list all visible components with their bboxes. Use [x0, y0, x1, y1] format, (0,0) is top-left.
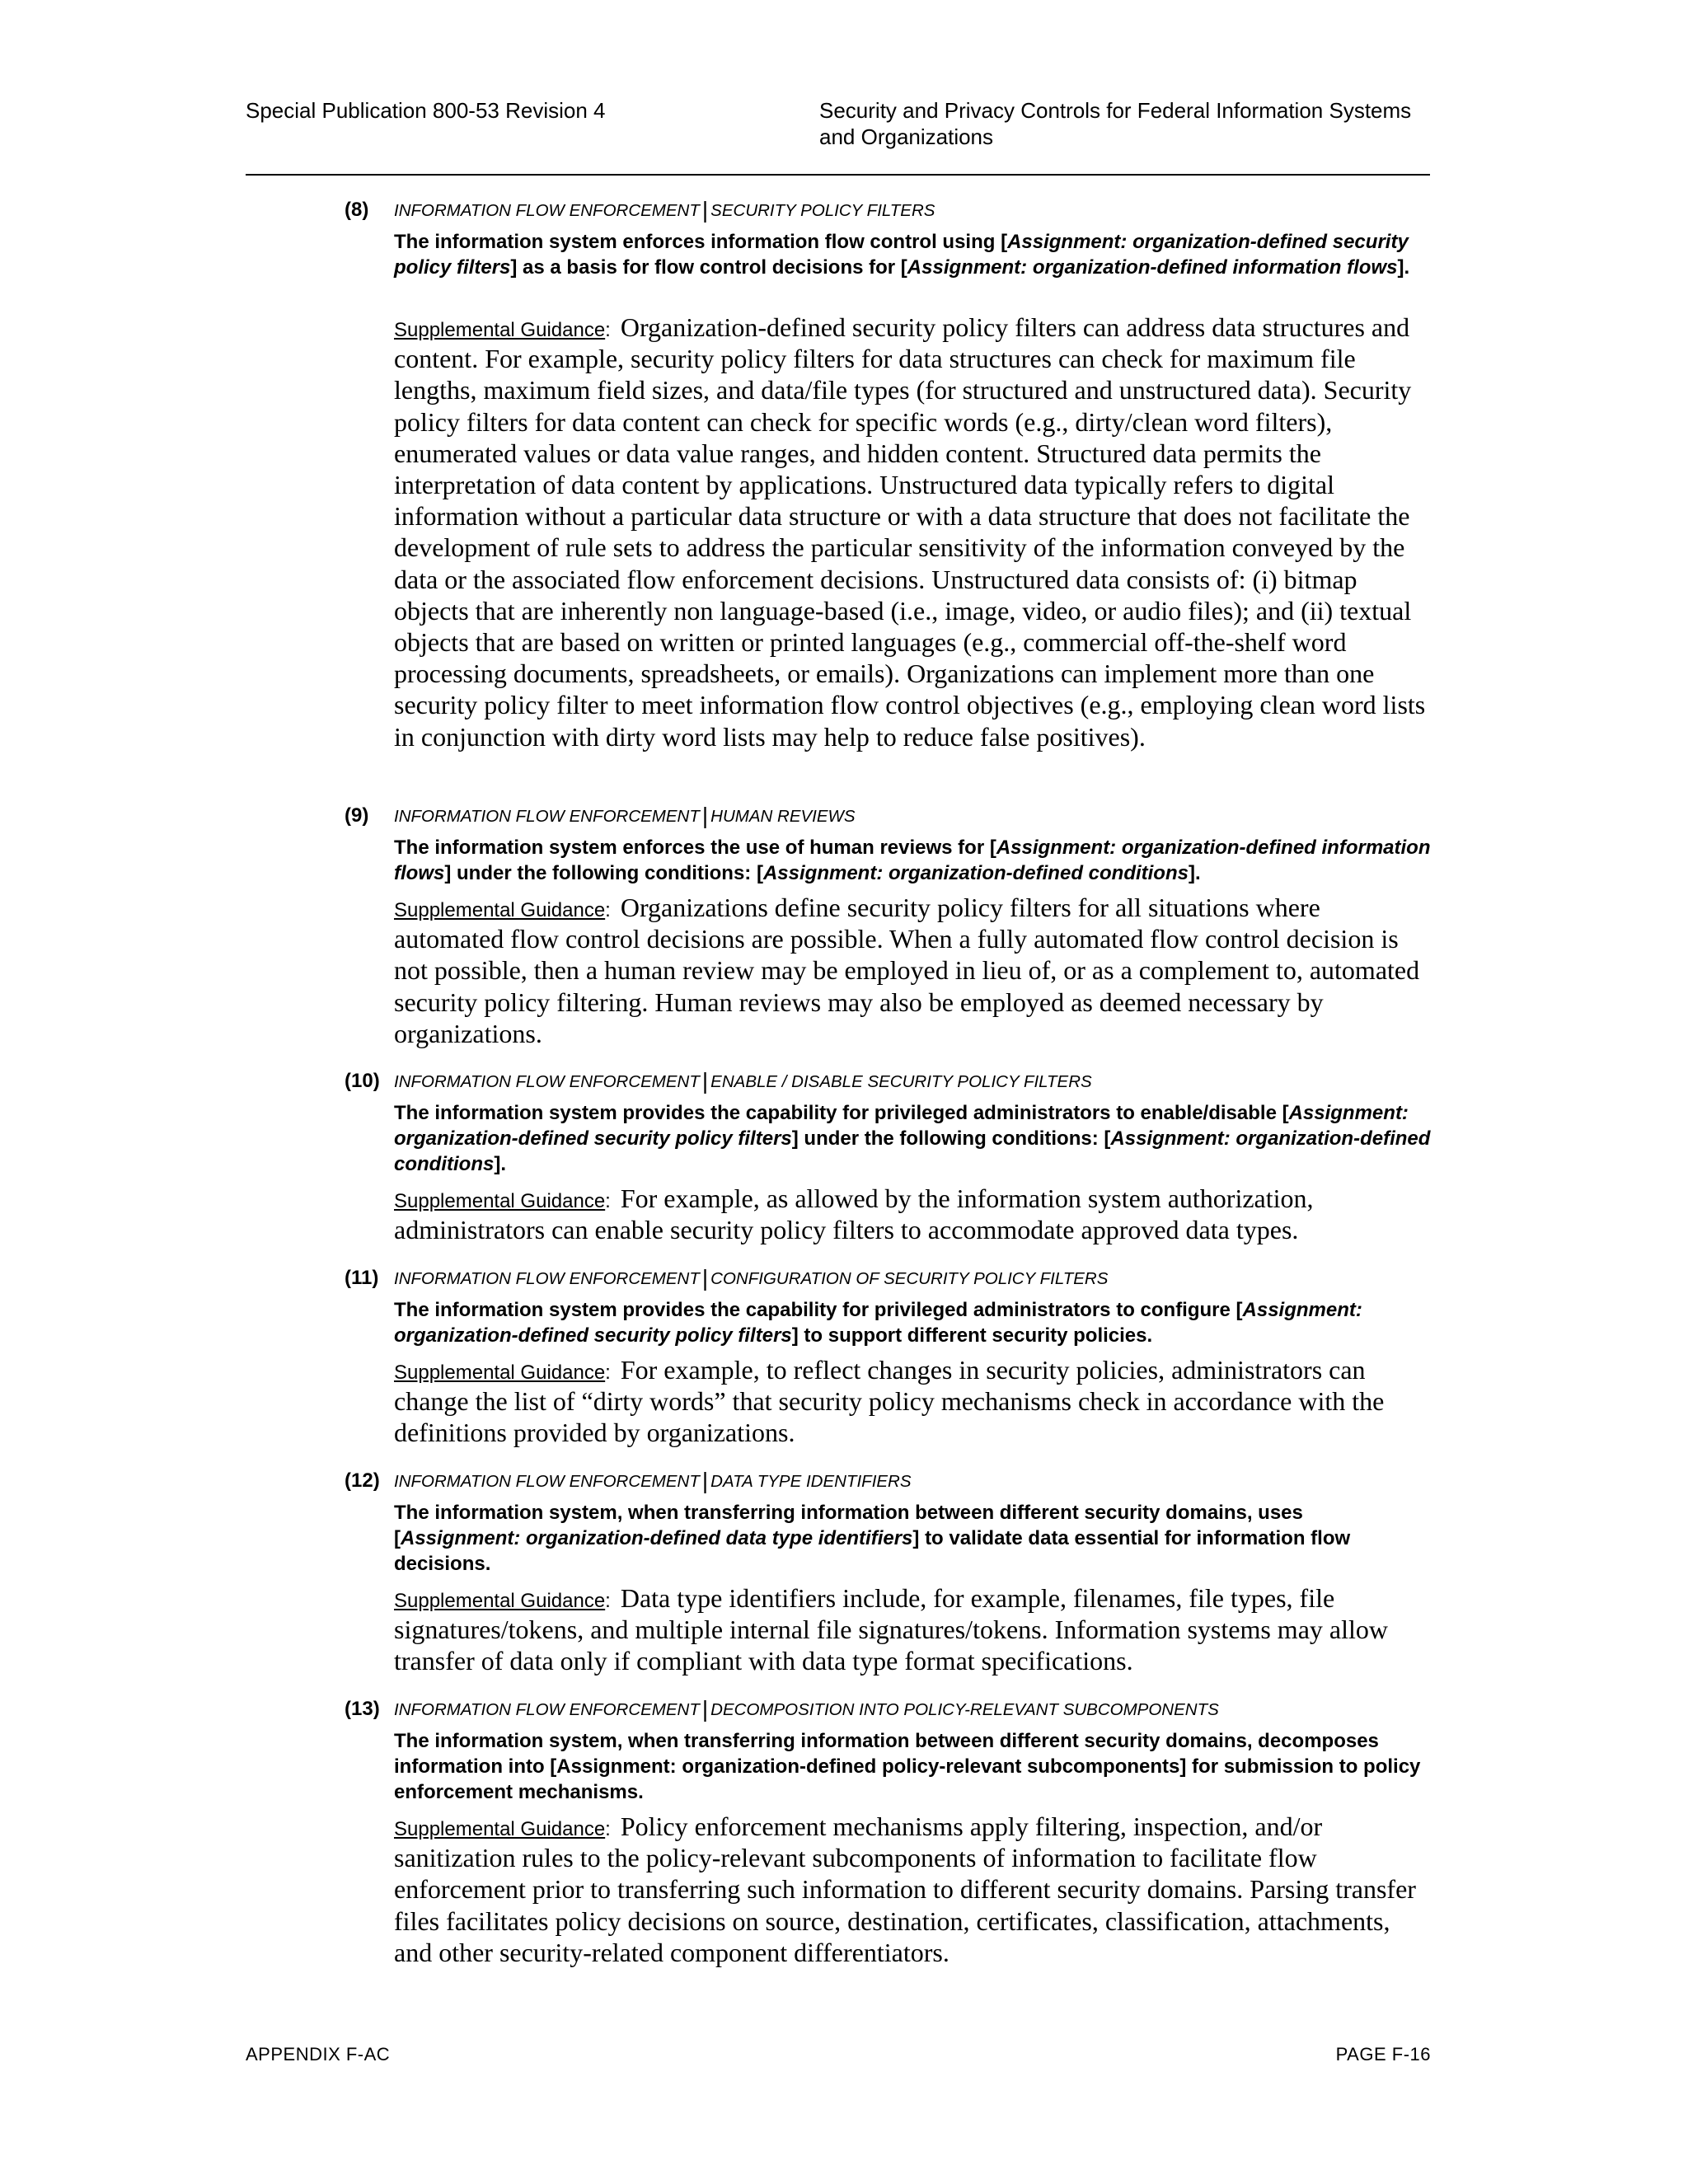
header-divider: [246, 174, 1430, 176]
control-title-family: INFORMATION FLOW ENFORCEMENT: [394, 201, 700, 220]
stmt-assignment: Assignment: organization-defined conditions: [394, 1127, 1431, 1175]
stmt-text: The information system enforces information flow control using [: [394, 231, 1008, 253]
control-statement: [394, 1728, 1431, 1805]
control-statement: [394, 1297, 1431, 1348]
supplemental-guidance-label: Supplemental Guidance: [394, 1590, 606, 1612]
supplemental-guidance: Supplemental Guidance: Organization-defined security policy filters can address data structures and content. For example, security policy filters for data structures can check for maximum file lengths, maximum field sizes, and data/file types (for structured and unstructured data). Security policy filters for data content can check for specific words (e.g., dirty/clean word filters), enumerated values or data value ranges, and hidden content. Structured data permits the interpretation of data content by applications. Unstructured data typically refers to digital information without a particular data structure or with a data structure that does not facilitate the development of rule sets to address the particular sensitivity of the information conveyed by the data or the associated flow enforcement decisions. Unstructured data consists of: (i) bitmap objects that are inherently non language-based (i.e., image, video, or audio files); and (ii) textual objects that are based on written or printed languages (e.g., commercial off-the-shelf word processing documents, spreadsheets, or emails). Organizations can implement more than one security policy filter to meet information flow control objectives (e.g., employing clean word lists in conjunction with dirty word lists may help to reduce false positives).: [394, 312, 1426, 752]
control-title-family: INFORMATION FLOW ENFORCEMENT: [394, 1269, 700, 1288]
control-number: (12): [345, 1469, 380, 1492]
control-statement: [394, 835, 1431, 886]
control-title-family: INFORMATION FLOW ENFORCEMENT: [394, 1472, 700, 1491]
header-publication: Special Publication 800-53 Revision 4: [246, 98, 606, 123]
control-statement: [394, 1100, 1431, 1177]
supplemental-guidance-label: Supplemental Guidance: [394, 319, 606, 341]
control-title: [394, 1068, 1092, 1094]
stmt-assignment: Assignment: organization-defined security policy filters: [394, 231, 1409, 279]
stmt-assignment: Assignment: organization-defined security policy filters: [394, 1102, 1409, 1150]
stmt-text: ].: [494, 1153, 506, 1175]
supplemental-guidance: Supplemental Guidance: Policy enforcement mechanisms apply filtering, inspection, and/or sanitization rules to the policy-relevant subcomponents of information to facilitate flow enforcement prior to transferring such information to different security domains. Parsing transfer files facilitates policy decisions on source, destination, certificates, classification, attachments, and other security-related component differentiators.: [394, 1811, 1416, 1967]
supplemental-guidance: Supplemental Guidance: For example, as allowed by the information system authorization, administrators can enable security policy filters to accommodate approved data types.: [394, 1183, 1314, 1245]
header-title: [819, 97, 1446, 150]
control-statement: [394, 229, 1431, 280]
control-title: [394, 199, 935, 222]
control-title-name: SECURITY POLICY FILTERS: [710, 201, 935, 220]
supplemental-guidance-label: Supplemental Guidance: [394, 899, 606, 921]
supplemental-guidance-text: For example, to reflect changes in security policies, administrators can change the list of “dirty words” that security policy mechanisms check in accordance with the definitions provided by organizations.: [394, 1355, 1385, 1448]
control-title: [394, 805, 856, 827]
title-separator: |: [701, 197, 709, 223]
supplemental-guidance: Supplemental Guidance: Organizations define security policy filters for all situations where automated flow control decisions are possible. When a fully automated flow control decision is not possible, then a human review may be employed in lieu of, or as a complement to, automated security policy filtering. Human reviews may also be employed as deemed necessary by organizations.: [394, 893, 1420, 1048]
supplemental-guidance: Supplemental Guidance: For example, to reflect changes in security policies, administrators can change the list of “dirty words” that security policy mechanisms check in accordance with the definitions provided by organizations.: [394, 1355, 1385, 1448]
control-title: [394, 1470, 912, 1493]
stmt-text: ] under the following conditions: [: [791, 1127, 1111, 1150]
supplemental-guidance-label: Supplemental Guidance: [394, 1361, 606, 1384]
control-number: (8): [345, 199, 369, 221]
header-title-line-1: Security and Privacy Controls for Federal Information Systems: [819, 98, 1412, 123]
control-title-name: DATA TYPE IDENTIFIERS: [710, 1472, 912, 1491]
control-title-name: DECOMPOSITION INTO POLICY-RELEVANT SUBCOMPONENTS: [710, 1700, 1219, 1719]
supplemental-guidance-text: Data type identifiers include, for example, filenames, file types, file signatures/tokens, and multiple internal file signatures/tokens. Information systems may allow transfer of data only if compliant with data type format specifications.: [394, 1583, 1388, 1676]
stmt-text: The information system provides the capability for privileged administrators to configure [: [394, 1299, 1243, 1321]
stmt-text: ] under the following conditions: [: [444, 862, 763, 884]
control-number: (11): [345, 1267, 379, 1289]
control-title: [394, 1696, 1219, 1722]
supplemental-guidance: Supplemental Guidance: Data type identifiers include, for example, filenames, file types, file signatures/tokens, and multiple internal file signatures/tokens. Information systems may allow transfer of data only if compliant with data type format specifications.: [394, 1583, 1388, 1676]
stmt-text: The information system, when transferring information between different security domains, uses [: [394, 1502, 1303, 1549]
supplemental-guidance-text: Organization-defined security policy filters can address data structures and content. For example, security policy filters for data structures can check for maximum file lengths, maximum field sizes, and data/file types (for structured and unstructured data). Security policy filters for data content can check for specific words (e.g., dirty/clean word filters), enumerated values or data value ranges, and hidden content. Structured data permits the interpretation of data content by applications. Unstructured data typically refers to digital information without a particular data structure or with a data structure that does not facilitate the development of rule sets to address the particular sensitivity of the information conveyed by the data or the associated flow enforcement decisions. Unstructured data consists of: (i) bitmap objects that are inherently non language-based (i.e., image, video, or audio files); and (ii) textual objects that are based on written or printed languages (e.g., commercial off-the-shelf word processing documents, spreadsheets, or emails). Organizations can implement more than one security policy filter to meet information flow control objectives (e.g., employing clean word lists in conjunction with dirty word lists may help to reduce false positives).: [394, 312, 1426, 752]
control-title: [394, 1265, 1109, 1291]
title-separator: |: [701, 1068, 709, 1094]
supplemental-guidance-label: Supplemental Guidance: [394, 1818, 606, 1840]
stmt-text: The information system provides the capability for privileged administrators to enable/disable [: [394, 1102, 1289, 1124]
control-number: (10): [345, 1070, 380, 1092]
stmt-assignment: Assignment: organization-defined security policy filters: [394, 1299, 1362, 1347]
stmt-text: The information system, when transferring information between different security domains, decomposes information into [Assignment: organization-defined policy-relevant subcomponents] for submission to policy enforcement mechanisms.: [394, 1730, 1421, 1803]
supplemental-guidance-text: For example, as allowed by the information system authorization, administrators can enable security policy filters to accommodate approved data types.: [394, 1183, 1314, 1245]
control-title-name: HUMAN REVIEWS: [710, 807, 856, 826]
control-number: (9): [345, 804, 369, 827]
stmt-assignment: Assignment: organization-defined data type identifiers: [401, 1527, 913, 1549]
control-title-family: INFORMATION FLOW ENFORCEMENT: [394, 807, 700, 826]
supplemental-guidance-text: Policy enforcement mechanisms apply filtering, inspection, and/or sanitization rules to the policy-relevant subcomponents of information to facilitate flow enforcement prior to transferring such information to different security domains. Parsing transfer files facilitates policy decisions on source, destination, certificates, classification, attachments, and other security-related component differentiators.: [394, 1811, 1416, 1967]
control-title-name: ENABLE / DISABLE SECURITY POLICY FILTERS: [710, 1072, 1092, 1091]
control-statement: [394, 1500, 1431, 1577]
stmt-assignment: Assignment: organization-defined conditions: [762, 862, 1189, 884]
footer-appendix: APPENDIX F-AC: [246, 2044, 391, 2064]
stmt-text: ] as a basis for flow control decisions for [: [510, 256, 907, 279]
title-separator: |: [701, 1265, 709, 1291]
stmt-assignment: Assignment: organization-defined information flows: [907, 256, 1398, 279]
stmt-text: ].: [1188, 862, 1201, 884]
stmt-assignment: Assignment: organization-defined information flows: [394, 837, 1431, 884]
control-number: (13): [345, 1698, 380, 1720]
control-title-family: INFORMATION FLOW ENFORCEMENT: [394, 1072, 700, 1091]
title-separator: |: [701, 803, 709, 828]
stmt-text: ].: [1397, 256, 1410, 279]
header-title-line-2: and Organizations: [819, 124, 994, 149]
stmt-text: ] to support different security policies.: [791, 1324, 1153, 1347]
supplemental-guidance-text: Organizations define security policy filters for all situations where automated flow control decisions are possible. When a fully automated flow control decision is not possible, then a human review may be employed in lieu of, or as a complement to, automated security policy filtering. Human reviews may also be employed as deemed necessary by organizations.: [394, 893, 1420, 1048]
control-title-name: CONFIGURATION OF SECURITY POLICY FILTERS: [710, 1269, 1109, 1288]
stmt-text: The information system enforces the use of human reviews for [: [394, 837, 996, 859]
footer-page-number: PAGE F-16: [1335, 2044, 1431, 2064]
stmt-text: ] to validate data essential for information flow decisions.: [394, 1527, 1351, 1575]
title-separator: |: [701, 1468, 709, 1493]
supplemental-guidance-label: Supplemental Guidance: [394, 1190, 606, 1212]
title-separator: |: [701, 1696, 709, 1722]
control-title-family: INFORMATION FLOW ENFORCEMENT: [394, 1700, 700, 1719]
